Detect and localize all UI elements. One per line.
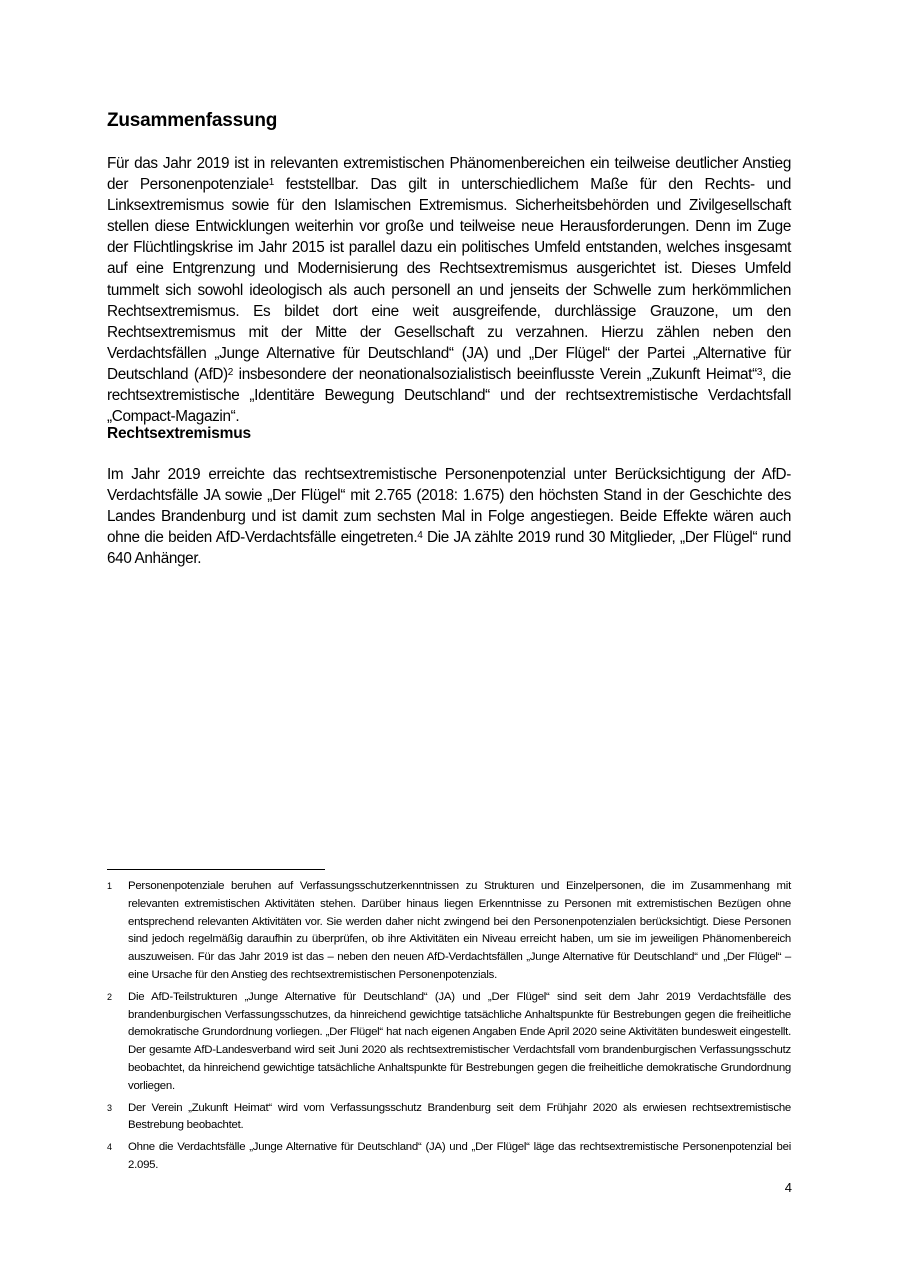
summary-text-part3: insbesondere der neonationalsozialistisch beeinflusste Verein „Zukunft Heimat“ — [233, 365, 757, 383]
rechtsextremismus-text-part2: Die JA zählte 2019 rund 30 Mitglieder, „Der Flügel“ rund 640 Anhänger. — [107, 529, 791, 568]
summary-text-part2: feststellbar. Das gilt in unterschiedlichem Maße für den Rechts- und Linksextremismus sowie für den Islamischen Extremismus. Sicherheitsbehörden und Zivilgesellschaft stellen diese Entwicklungen weiterhin vor große und teilweise neue Herausforderungen. Denn im Zuge der Flüchtlingskrise im Jahr 2015 ist parallel dazu ein politisches Umfeld entstanden, welches insgesamt auf eine Entgrenzung und Modernisierung des Rechtsextremismus ausgerichtet ist. Dieses Umfeld tummelt sich sowohl ideologisch als auch personell an und jenseits der Schwelle zum herkömmlichen Rechtsextremismus. Es bildet dort eine weit ausgreifende, durchlässige Grauzone, um den Rechtsextremismus mit der Mitte der Gesellschaft zu verzahnen. Hierzu zählen neben den Verdachtsfällen „Junge Alternative für Deutschland“ (JA) und „Der Flügel“ der Partei „Alternative für Deutschland (AfD) — [107, 176, 791, 383]
footnote-ref-1: 1 — [268, 177, 274, 189]
footnote-text: Personenpotenziale beruhen auf Verfassungsschutzerkenntnissen zu Strukturen und Einzelpersonen, die im Zusammenhang mit relevanten extremistischen Aktivitäten stehen. Darüber hinaus liegen Erkenntnisse zu Personen mit extremistischen Bezügen ohne entsprechend relevanten Aktivitäten vor. Sie werden daher nicht zwingend bei den Personenpotenzialen berücksichtigt. Diese Personen sind jedoch regelmäßig daraufhin zu überprüfen, ob ihre Aktivitäten ein Niveau erreicht haben, um sie im jeweiligen Phänomenbereich auszuweisen. Für das Jahr 2019 ist das – neben den neuen AfD-Verdachtsfällen „Junge Alternative für Deutschland“ und „Der Flügel“ – eine Ursache für den Anstieg des rechtsextremistischen Personenpotenzials. — [128, 880, 791, 981]
footnote-number: 1 — [107, 881, 113, 891]
rechtsextremismus-paragraph-block — [107, 464, 791, 569]
footnote-4 — [107, 1139, 791, 1175]
footnote-number: 4 — [107, 1142, 113, 1153]
summary-text-part4: , die rechtsextremistische „Identitäre Bewegung Deutschland“ und der rechtsextremistische Verdachtsfall „Compact-Magazin“. — [107, 365, 791, 426]
footnote-ref-4: 4 — [417, 530, 423, 542]
summary-paragraph-block — [107, 153, 791, 427]
summary-text-part1: Für das Jahr 2019 ist in relevanten extremistischen Phänomenbereichen ein teilweise deutlicher Anstieg der Personenpotenziale — [107, 155, 791, 194]
footnote-number: 2 — [107, 991, 113, 1002]
footnote-2 — [107, 989, 791, 1096]
footnote-text: Der Verein „Zukunft Heimat“ wird vom Verfassungsschutz Brandenburg seit dem Frühjahr 2020 als erwiesen rechtsextremistische Bestrebung beobachtet. — [128, 1101, 791, 1132]
section-heading-rechtsextremismus: Rechtsextremismus — [107, 425, 251, 442]
page-number: 4 — [784, 1180, 792, 1195]
footnote-number: 3 — [107, 1102, 113, 1113]
footnotes-section — [107, 878, 791, 1179]
footnote-ref-3: 3 — [756, 366, 763, 378]
rechtsextremismus-paragraph — [107, 464, 791, 569]
footnote-text: Die AfD-Teilstrukturen „Junge Alternative für Deutschland“ (JA) und „Der Flügel“ sind seit dem Jahr 2019 Verdachtsfälle des brandenburgischen Verfassungsschutzes, da hinreichend gewichtige tatsächliche Anhaltspunkte für Bestrebungen gegen die freiheitliche demokratische Grundordnung vorliegen. „Der Flügel“ hat nach eigenen Angaben Ende April 2020 seine Aktivitäten bundesweit eingestellt. Der gesamte AfD-Landesverband wird seit Juni 2020 als rechtsextremistischer Verdachtsfall vom brandenburgischen Verfassungsschutz beobachtet, da hinreichend gewichtige tatsächliche Anhaltspunkte für Bestrebungen gegen die freiheitliche demokratische Grundordnung vorliegen. — [128, 990, 791, 1092]
footnote-text: Ohne die Verdachtsfälle „Junge Alternative für Deutschland“ (JA) und „Der Flügel“ läge das rechtsextremistische Personenpotenzial bei 2.095. — [128, 1141, 791, 1171]
footnote-1 — [107, 878, 791, 985]
summary-paragraph — [107, 153, 791, 427]
footnote-3 — [107, 1100, 791, 1136]
rechtsextremismus-text-part1: Im Jahr 2019 erreichte das rechtsextremistische Personenpotenzial unter Berücksichtigung der AfD-Verdachtsfälle JA sowie „Der Flügel“ mit 2.765 (2018: 1.675) den höchsten Stand in der Geschichte des Landes Brandenburg und ist damit zum sechsten Mal in Folge angestiegen. Beide Effekte wären auch ohne die beiden AfD-Verdachtsfälle eingetreten. — [107, 466, 791, 547]
section-heading-zusammenfassung: Zusammenfassung — [107, 110, 278, 131]
footnote-separator — [107, 869, 325, 870]
footnote-ref-2: 2 — [227, 366, 234, 378]
